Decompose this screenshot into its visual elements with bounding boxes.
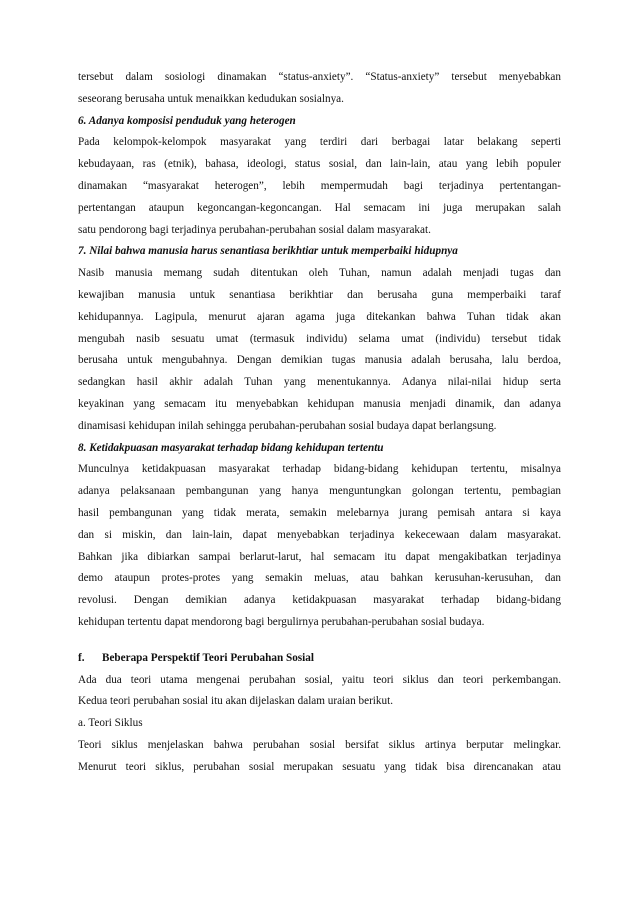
- text-line: tersebut dalam sosiologi dinamakan “status-anxiety”. “Status-anxiety” tersebut menyebabkan: [78, 71, 561, 83]
- text-line: hasil pembangunan yang tidak merata, semakin melebarnya jurang pemisah antara si kaya: [78, 506, 561, 519]
- text-line: pertentangan ataupun kegoncangan-kegoncangan. Hal semacam ini juga merupakan salah: [78, 201, 561, 214]
- text-line: sedangkan hasil akhir adalah Tuhan yang menentukannya. Adanya nilai-nilai hidup serta: [78, 376, 561, 389]
- text-line: dinamakan “masyarakat heterogen”, lebih mempermudah bagi terjadinya pertentangan-: [78, 179, 561, 192]
- text-line: adanya pelaksanaan pembangunan yang hanya menguntungkan golongan tertentu, pembagian: [78, 485, 561, 498]
- text-line: Pada kelompok-kelompok masyarakat yang terdiri dari berbagai latar belakang seperti: [78, 136, 561, 149]
- text-line: Kedua teori perubahan sosial itu akan dijelaskan dalam uraian berikut.: [78, 695, 394, 708]
- text-line: Bahkan jika dibiarkan sampai berlarut-larut, hal semacam itu dapat mengakibatkan terjadinya: [78, 550, 561, 563]
- paragraph-point-8: [78, 459, 561, 633]
- text-line: Munculnya ketidakpuasan masyarakat terhadap bidang-bidang kehidupan tertentu, misalnya: [78, 463, 561, 476]
- document-page: [78, 67, 561, 779]
- text-line: berusaha untuk mengubahnya. Dengan demikian tugas manusia adalah berusaha, lalu berdoa,: [78, 354, 561, 367]
- text-line: Teori siklus menjelaskan bahwa perubahan sosial bersifat siklus artinya berputar melingkar.: [78, 738, 561, 751]
- text-line: demo ataupun protes-protes yang semakin meluas, atau bahkan kerusuhan-kerusuhan, dan: [78, 572, 561, 585]
- heading-point-7: 7. Nilai bahwa manusia harus senantiasa berikhtiar untuk memperbaiki hidupnya: [78, 245, 458, 258]
- text-line: mengubah nasib sesuatu umat (termasuk individu) selama umat (individu) tersebut tidak: [78, 332, 561, 345]
- text-line: Menurut teori siklus, perubahan sosial merupakan sesuatu yang tidak bisa direncanakan atau: [78, 760, 561, 773]
- text-line: kehidupannya. Lagipula, menurut ajaran agama juga ditekankan bahwa Tuhan tidak akan: [78, 310, 561, 323]
- text-line: keyakinan yang semacam itu menyebabkan kehidupan manusia menjadi dinamik, dan adanya: [78, 397, 561, 410]
- text-line: Ada dua teori utama mengenai perubahan sosial, yaitu teori siklus dan teori perkembangan.: [78, 673, 561, 686]
- paragraph-point-6: [78, 132, 561, 241]
- heading-point-8: 8. Ketidakpuasan masyarakat terhadap bidang kehidupan tertentu: [78, 441, 384, 454]
- text-line: dan si miskin, dan lain-lain, dapat menyebabkan terjadinya kekecewaan dalam masyarakat.: [78, 528, 561, 541]
- text-line: kebudayaan, ras (etnik), bahasa, ideologi, status sosial, dan lain-lain, atau yang lebih populer: [78, 158, 561, 171]
- section-number: f.: [78, 651, 85, 664]
- paragraph-teori-siklus: [78, 735, 561, 779]
- text-line: satu pendorong bagi terjadinya perubahan-perubahan sosial dalam masyarakat.: [78, 223, 431, 236]
- section-title: Beberapa Perspektif Teori Perubahan Sosial: [102, 651, 314, 664]
- text-line: Nasib manusia memang sudah ditentukan oleh Tuhan, namun adalah menjadi tugas dan: [78, 267, 561, 280]
- paragraph-point-7: [78, 263, 561, 437]
- text-line: dinamisasi kehidupan inilah sehingga perubahan-perubahan sosial budaya dapat berlangsung.: [78, 419, 497, 432]
- section-heading-f: [78, 648, 561, 670]
- paragraph-continuation: [78, 67, 561, 111]
- text-line: revolusi. Dengan demikian adanya ketidakpuasan masyarakat terhadap bidang-bidang: [78, 594, 561, 607]
- text-line: kewajiban manusia untuk senantiasa berikhtiar dan berusaha guna memperbaiki taraf: [78, 288, 561, 301]
- text-line: kehidupan tertentu dapat mendorong bagi bergulirnya perubahan-perubahan sosial budaya.: [78, 615, 485, 628]
- section-spacer: [78, 634, 561, 648]
- paragraph-section-f: [78, 670, 561, 714]
- text-line: seseorang berusaha untuk menaikkan kedudukan sosialnya.: [78, 92, 344, 105]
- subheading-teori-siklus: a. Teori Siklus: [78, 717, 143, 730]
- heading-point-6: 6. Adanya komposisi penduduk yang heterogen: [78, 114, 296, 127]
